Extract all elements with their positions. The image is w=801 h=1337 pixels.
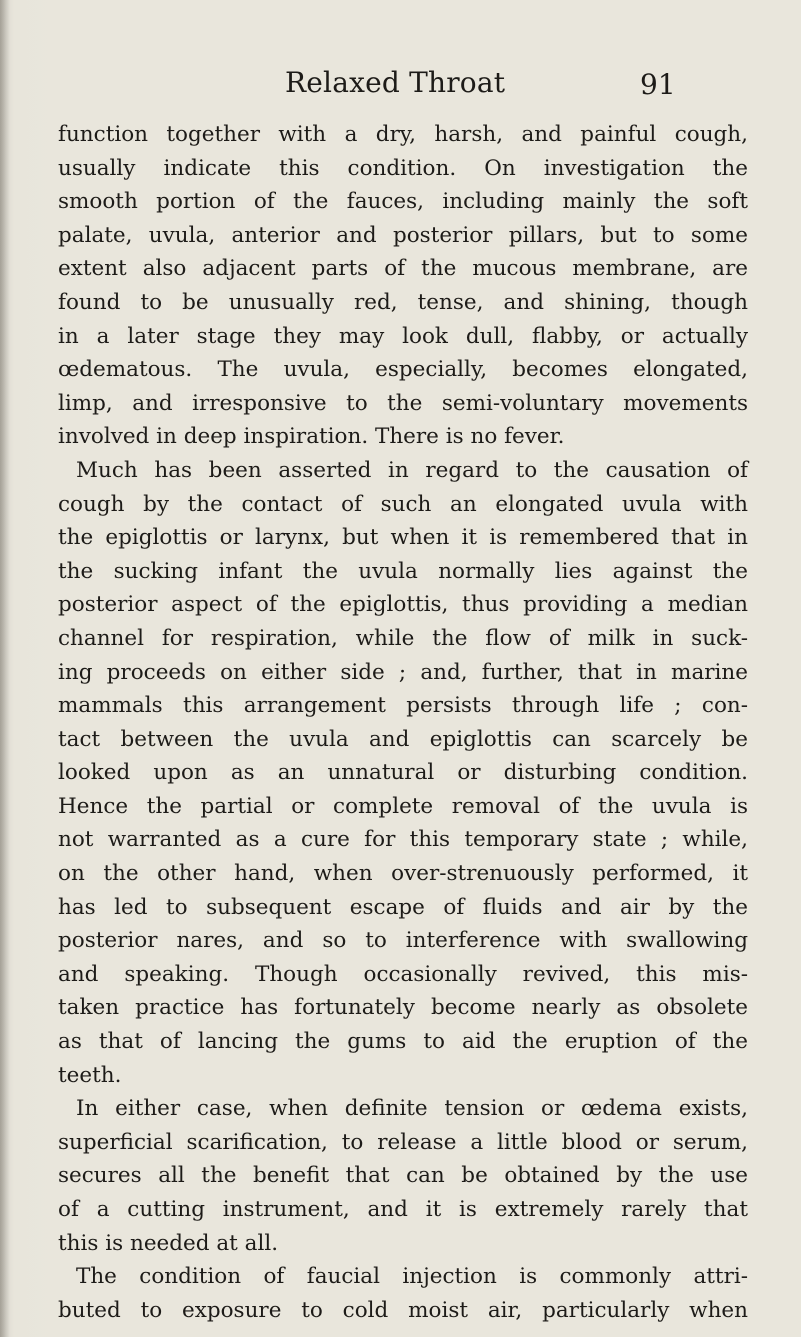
- text-line: looked upon as an unnatural or disturbing condition.: [58, 760, 748, 786]
- text-line: the epiglottis or larynx, but when it is remembered that in: [58, 525, 748, 551]
- text-line: the sucking infant the uvula normally lies against the: [58, 558, 748, 584]
- text-line: in a later stage they may look dull, flabby, or actually: [58, 323, 748, 349]
- text-line: on the other hand, when over-strenuously performed, it: [58, 861, 748, 887]
- text-line: ing proceeds on either side ; and, further, that in marine: [58, 659, 748, 685]
- text-line: cough by the contact of such an elongated uvula with: [58, 491, 748, 517]
- text-line: not warranted as a cure for this temporary state ; while,: [58, 827, 748, 853]
- text-line: this is needed at all.: [58, 1230, 279, 1256]
- text-line: Much has been asserted in regard to the causation of: [76, 457, 748, 483]
- text-line: usually indicate this condition. On investigation the: [58, 155, 748, 181]
- text-line: teeth.: [58, 1062, 122, 1088]
- text-line: The condition of faucial injection is commonly attri-: [76, 1264, 748, 1290]
- text-line: found to be unusually red, tense, and shining, though: [58, 289, 748, 315]
- body-text: [58, 118, 748, 1327]
- text-line: limp, and irresponsive to the semi-voluntary movements: [58, 390, 748, 416]
- text-line: In either case, when definite tension or œdema exists,: [76, 1096, 748, 1122]
- text-line: Hence the partial or complete removal of the uvula is: [58, 793, 748, 819]
- text-line: of a cutting instrument, and it is extremely rarely that: [58, 1197, 748, 1222]
- running-title: Relaxed Throat: [285, 66, 506, 99]
- text-line: and speaking. Though occasionally revived, this mis-: [58, 961, 748, 987]
- text-line: as that of lancing the gums to aid the eruption of the: [58, 1029, 748, 1055]
- page-number: 91: [640, 68, 676, 101]
- text-line: posterior nares, and so to interference with swallowing: [58, 928, 748, 954]
- text-line: channel for respiration, while the flow of milk in suck-: [58, 625, 748, 651]
- text-line: buted to exposure to cold moist air, particularly when: [58, 1297, 748, 1323]
- text-line: tact between the uvula and epiglottis can scarcely be: [58, 726, 748, 752]
- text-line: superficial scarification, to release a little blood or serum,: [58, 1129, 748, 1155]
- text-line: smooth portion of the fauces, including mainly the soft: [58, 189, 748, 215]
- text-line: involved in deep inspiration. There is no fever.: [58, 424, 565, 450]
- text-line: function together with a dry, harsh, and painful cough,: [58, 122, 748, 147]
- text-line: taken practice has fortunately become nearly as obsolete: [58, 995, 748, 1021]
- page-gutter-shadow: [0, 0, 10, 1337]
- running-head: [0, 66, 801, 106]
- text-line: has led to subsequent escape of fluids and air by the: [58, 894, 748, 920]
- text-line: secures all the benefit that can be obtained by the use: [58, 1163, 748, 1189]
- text-line: extent also adjacent parts of the mucous membrane, are: [58, 256, 748, 282]
- text-line: palate, uvula, anterior and posterior pillars, but to some: [58, 222, 748, 248]
- text-line: œdematous. The uvula, especially, becomes elongated,: [58, 357, 748, 383]
- text-line: posterior aspect of the epiglottis, thus providing a median: [58, 592, 748, 618]
- text-line: mammals this arrangement persists through life ; con-: [58, 693, 748, 719]
